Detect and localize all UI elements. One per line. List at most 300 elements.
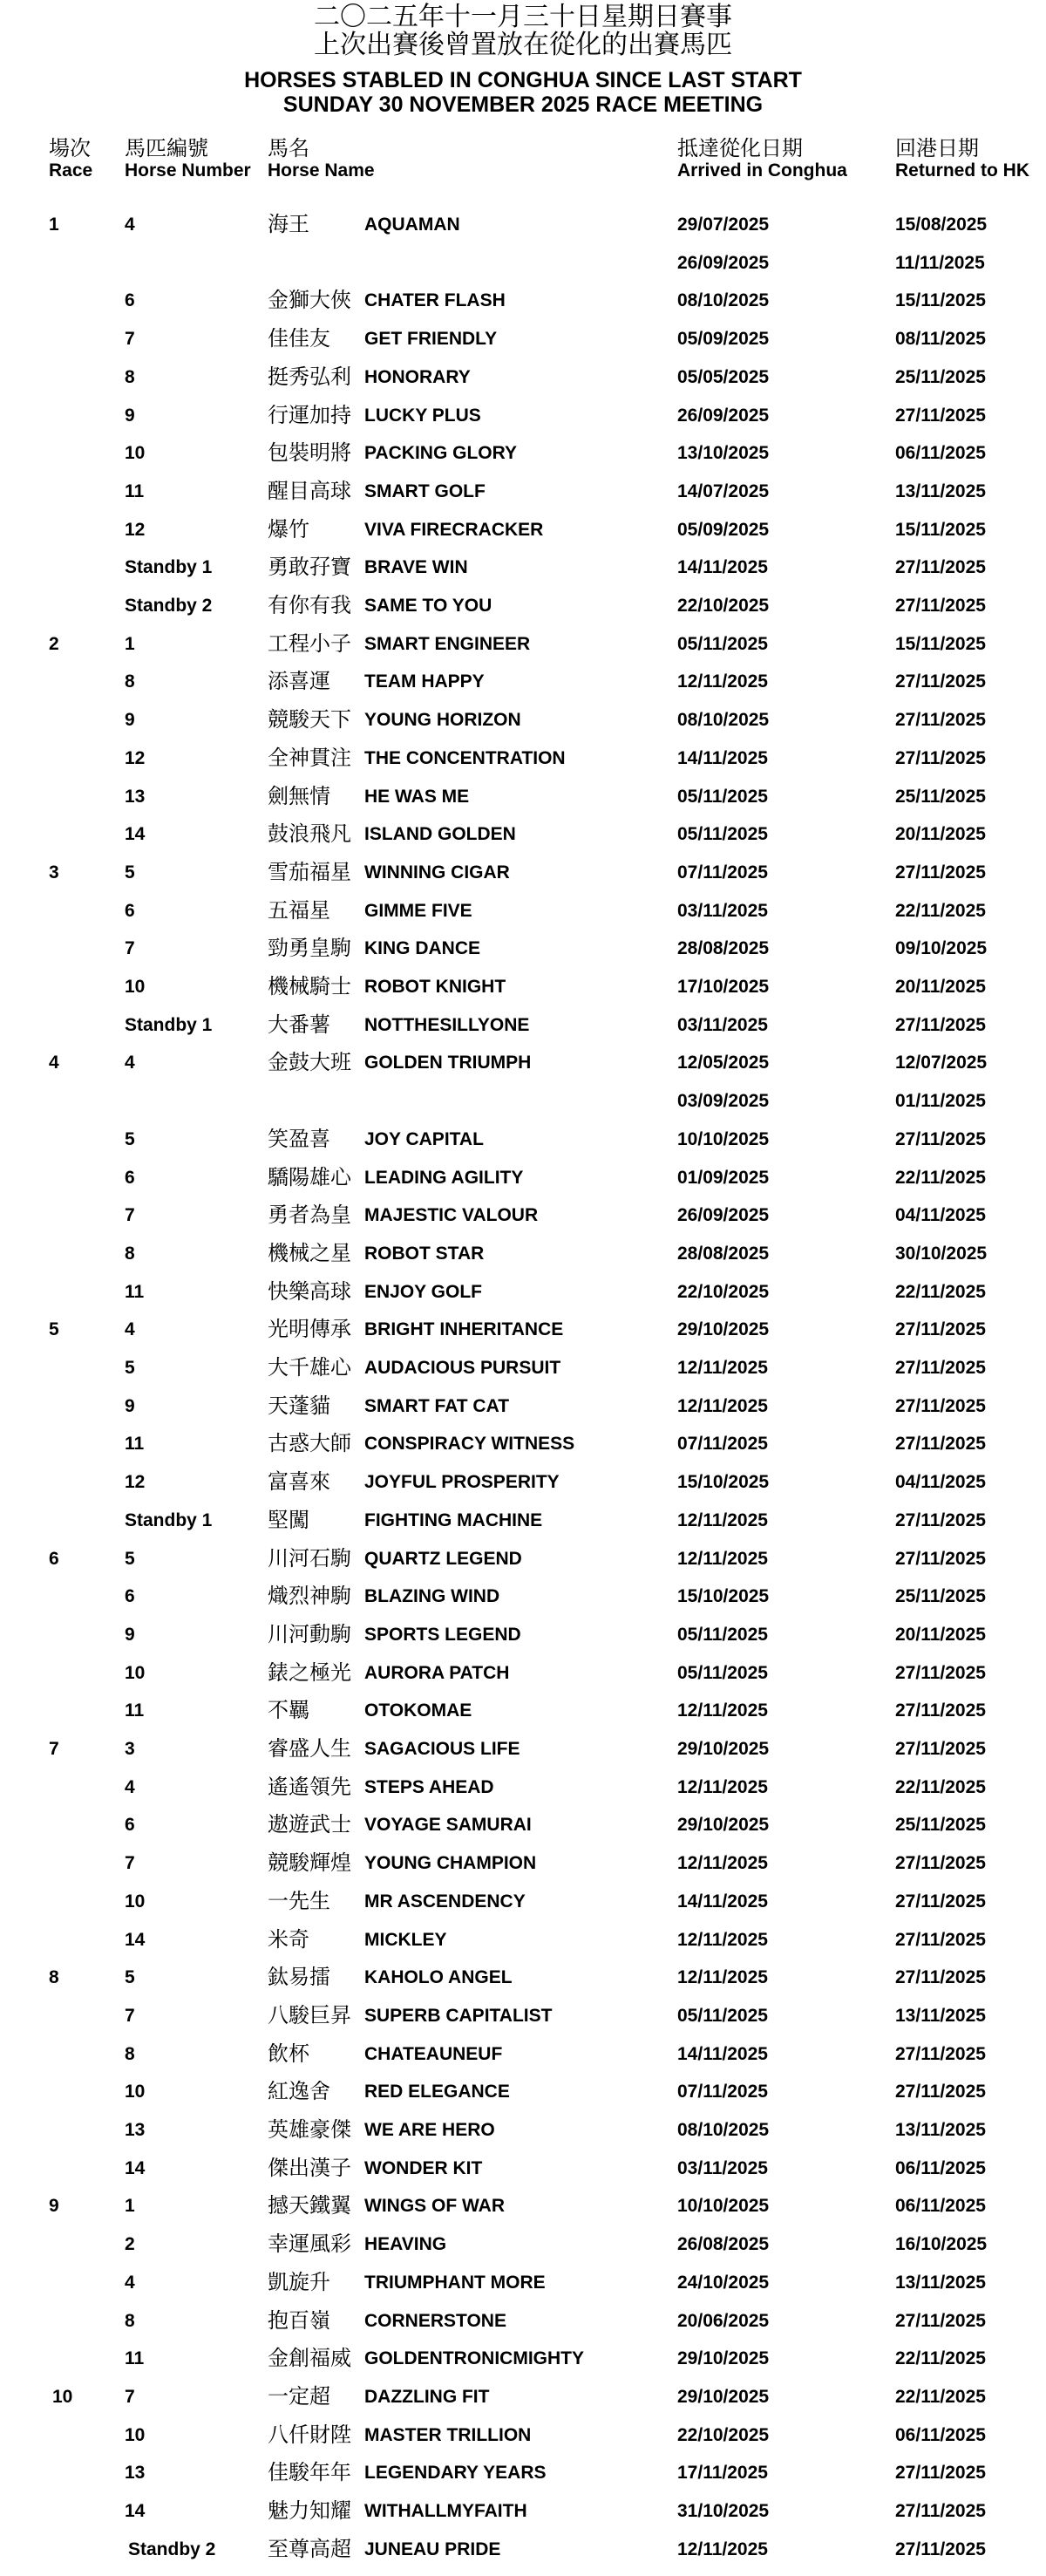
cell-horse-name-zh: 撼天鐵翼 [268, 2194, 351, 2218]
cell-arrived: 14/11/2025 [677, 1891, 768, 1912]
cell-horse-name-zh: 光明傳承 [268, 1318, 351, 1342]
cell-horse-number: 10 [125, 977, 146, 997]
cell-horse-number: 13 [125, 2120, 146, 2140]
cell-returned: 27/11/2025 [895, 671, 986, 692]
table-row [0, 289, 1046, 327]
cell-horse-name-en: MICKLEY [364, 1929, 447, 1950]
cell-returned: 06/11/2025 [895, 2157, 986, 2178]
table-row [0, 213, 1046, 251]
cell-horse-number: 5 [125, 1967, 135, 1988]
column-header-returned [895, 138, 1029, 181]
cell-arrived: 22/10/2025 [677, 1281, 770, 1302]
cell-horse-number: 12 [125, 747, 146, 768]
column-header-horse-name [268, 138, 375, 181]
cell-arrived: 26/09/2025 [677, 1205, 770, 1226]
table-row [0, 2423, 1046, 2462]
cell-returned: 13/11/2025 [895, 480, 986, 501]
table-row [0, 365, 1046, 404]
cell-horse-number: 1 [125, 633, 135, 654]
cell-arrived: 05/09/2025 [677, 519, 770, 540]
cell-returned: 20/11/2025 [895, 824, 986, 845]
cell-horse-name-zh: 包裝明將 [268, 441, 351, 466]
cell-returned: 27/11/2025 [895, 1853, 986, 1874]
cell-arrived: 13/10/2025 [677, 443, 770, 464]
cell-returned: 15/11/2025 [895, 290, 986, 311]
cell-horse-name-zh: 古惑大師 [268, 1432, 351, 1456]
cell-horse-name-en: WINNING CIGAR [364, 862, 510, 883]
cell-horse-name-en: CHATER FLASH [364, 290, 506, 311]
cell-returned: 27/11/2025 [895, 862, 986, 883]
cell-returned: 27/11/2025 [895, 1319, 986, 1340]
cell-horse-name-en: TEAM HAPPY [364, 671, 485, 692]
cell-horse-name-zh: 競駿輝煌 [268, 1851, 351, 1876]
cell-horse-name-zh: 幸運風彩 [268, 2232, 351, 2257]
cell-returned: 27/11/2025 [895, 2463, 986, 2484]
table-row [0, 2118, 1046, 2157]
table-row [0, 1890, 1046, 1928]
cell-horse-name-en: AUDACIOUS PURSUIT [364, 1358, 561, 1378]
table-row [0, 2385, 1046, 2423]
cell-horse-name-zh: 一先生 [268, 1889, 330, 1913]
cell-horse-name-zh: 遨遊武士 [268, 1813, 351, 1837]
cell-horse-name-en: MR ASCENDENCY [364, 1891, 526, 1912]
cell-returned: 27/11/2025 [895, 1548, 986, 1569]
table-row [0, 1470, 1046, 1509]
cell-returned: 09/10/2025 [895, 938, 988, 959]
cell-horse-number: 5 [125, 1548, 135, 1569]
cell-horse-name-zh: 大千雄心 [268, 1356, 351, 1380]
cell-horse-number: 10 [125, 1662, 146, 1683]
cell-returned: 27/11/2025 [895, 1014, 986, 1035]
column-header-race-en: Race [49, 160, 93, 181]
column-header-arrived-en: Arrived in Conghua [677, 160, 847, 181]
title-zh-date: 二〇二五年十一月三十日星期日賽事 [314, 3, 732, 31]
cell-returned: 20/11/2025 [895, 977, 986, 997]
cell-arrived: 12/11/2025 [677, 1548, 768, 1569]
cell-arrived: 14/07/2025 [677, 480, 770, 501]
cell-arrived: 07/11/2025 [677, 1434, 768, 1455]
cell-horse-name-zh: 醒目高球 [268, 479, 351, 503]
cell-horse-number: 8 [125, 2043, 135, 2064]
cell-horse-name-en: LEADING AGILITY [364, 1167, 524, 1188]
cell-arrived: 17/10/2025 [677, 977, 770, 997]
cell-horse-name-en: ROBOT KNIGHT [364, 977, 506, 997]
cell-horse-number: 11 [125, 1700, 145, 1721]
cell-horse-name-zh: 不羈 [268, 1699, 309, 1723]
cell-horse-name-zh: 英雄豪傑 [268, 2118, 351, 2142]
cell-arrived: 05/11/2025 [677, 1662, 768, 1683]
cell-horse-number: 1 [125, 2196, 135, 2217]
cell-arrived: 03/09/2025 [677, 1091, 770, 1112]
cell-horse-number: 8 [125, 2310, 135, 2331]
column-header-arrived [677, 138, 847, 181]
cell-horse-name-en: KAHOLO ANGEL [364, 1967, 513, 1988]
cell-horse-name-zh: 錶之極光 [268, 1660, 351, 1685]
cell-returned: 27/11/2025 [895, 405, 986, 426]
cell-returned: 27/11/2025 [895, 1700, 986, 1721]
cell-arrived: 26/09/2025 [677, 405, 770, 426]
table-row [0, 1813, 1046, 1851]
cell-arrived: 28/08/2025 [677, 1243, 770, 1264]
cell-horse-name-zh: 大番薯 [268, 1012, 330, 1037]
cell-horse-number: 7 [125, 1853, 135, 1874]
cell-horse-name-en: OTOKOMAE [364, 1700, 472, 1721]
cell-horse-number: 4 [125, 1776, 135, 1797]
table-row [0, 2157, 1046, 2195]
cell-returned: 22/11/2025 [895, 1281, 986, 1302]
cell-horse-name-en: DAZZLING FIT [364, 2386, 490, 2407]
table-row [0, 2004, 1046, 2042]
cell-race: 10 [52, 2386, 73, 2407]
cell-horse-name-en: GET FRIENDLY [364, 329, 498, 350]
table-row [0, 1318, 1046, 1356]
table-row [0, 1584, 1046, 1623]
cell-horse-number: 2 [125, 2234, 135, 2255]
cell-returned: 22/11/2025 [895, 2386, 986, 2407]
cell-horse-name-en: MAJESTIC VALOUR [364, 1205, 539, 1226]
table-row [0, 861, 1046, 899]
table-row [0, 899, 1046, 937]
cell-horse-number: 11 [125, 480, 145, 501]
cell-horse-number: 6 [125, 290, 135, 311]
cell-arrived: 03/11/2025 [677, 1014, 768, 1035]
cell-returned: 15/08/2025 [895, 215, 988, 235]
cell-horse-number: 11 [125, 1281, 145, 1302]
cell-returned: 06/11/2025 [895, 2424, 986, 2445]
cell-returned: 27/11/2025 [895, 1929, 986, 1950]
cell-arrived: 22/10/2025 [677, 2424, 770, 2445]
cell-horse-number: Standby 1 [125, 1509, 213, 1530]
cell-race: 2 [49, 633, 59, 654]
cell-returned: 27/11/2025 [895, 710, 986, 731]
cell-horse-name-zh: 爆竹 [268, 517, 309, 542]
cell-horse-name-en: TRIUMPHANT MORE [364, 2272, 546, 2293]
cell-horse-name-zh: 八駿巨昇 [268, 2003, 351, 2027]
table-row [0, 594, 1046, 632]
table-row [0, 2232, 1046, 2271]
title-en-subtitle: HORSES STABLED IN CONGHUA SINCE LAST START [244, 68, 802, 92]
cell-horse-number: 3 [125, 1739, 135, 1759]
cell-arrived: 10/10/2025 [677, 2196, 770, 2217]
cell-horse-number: 5 [125, 1358, 135, 1378]
cell-horse-name-zh: 全神貫注 [268, 746, 351, 770]
table-row [0, 1432, 1046, 1470]
cell-arrived: 29/07/2025 [677, 215, 770, 235]
cell-horse-name-zh: 行運加持 [268, 403, 351, 427]
cell-arrived: 29/10/2025 [677, 1815, 770, 1836]
cell-horse-number: Standby 1 [125, 1014, 213, 1035]
cell-arrived: 05/11/2025 [677, 786, 768, 807]
cell-horse-name-en: JUNEAU PRIDE [364, 2539, 501, 2559]
cell-horse-name-en: SAGACIOUS LIFE [364, 1739, 520, 1759]
cell-horse-number: 11 [125, 1434, 145, 1455]
cell-returned: 27/11/2025 [895, 1891, 986, 1912]
cell-horse-name-zh: 川河石駒 [268, 1546, 351, 1571]
cell-arrived: 29/10/2025 [677, 2348, 770, 2369]
cell-returned: 12/07/2025 [895, 1053, 988, 1073]
cell-horse-number: 11 [125, 2348, 145, 2369]
table-row [0, 2538, 1046, 2576]
cell-horse-number: 5 [125, 1128, 135, 1149]
cell-returned: 25/11/2025 [895, 1586, 986, 1607]
cell-returned: 01/11/2025 [895, 1091, 986, 1112]
cell-horse-name-en: HEAVING [364, 2234, 447, 2255]
cell-horse-name-zh: 勁勇皇駒 [268, 937, 351, 961]
cell-horse-name-en: VIVA FIRECRACKER [364, 519, 544, 540]
cell-arrived: 12/05/2025 [677, 1053, 770, 1073]
cell-horse-name-zh: 勇敢孖寶 [268, 555, 351, 580]
cell-returned: 22/11/2025 [895, 2348, 986, 2369]
table-row [0, 2461, 1046, 2499]
cell-horse-name-en: KING DANCE [364, 938, 481, 959]
column-header-race [49, 138, 92, 181]
cell-horse-number: 10 [125, 443, 146, 464]
cell-returned: 06/11/2025 [895, 443, 986, 464]
column-header-race-zh: 場次 [49, 137, 91, 160]
cell-horse-name-en: SMART GOLF [364, 480, 486, 501]
cell-horse-name-en: SPORTS LEGEND [364, 1624, 521, 1645]
cell-arrived: 10/10/2025 [677, 1128, 770, 1149]
cell-horse-name-zh: 笑盈喜 [268, 1127, 330, 1151]
cell-horse-name-zh: 米奇 [268, 1927, 309, 1952]
cell-horse-number: 9 [125, 1624, 135, 1645]
cell-horse-name-en: HONORARY [364, 366, 471, 387]
cell-arrived: 01/09/2025 [677, 1167, 770, 1188]
table-row [0, 2347, 1046, 2385]
cell-horse-name-en: QUARTZ LEGEND [364, 1548, 522, 1569]
cell-arrived: 12/11/2025 [677, 671, 768, 692]
cell-horse-name-zh: 劍無情 [268, 784, 330, 808]
table-row [0, 518, 1046, 556]
cell-horse-name-en: ENJOY GOLF [364, 1281, 482, 1302]
cell-race: 7 [49, 1739, 59, 1759]
cell-arrived: 14/11/2025 [677, 557, 768, 578]
cell-horse-name-zh: 挺秀弘利 [268, 365, 351, 389]
cell-returned: 25/11/2025 [895, 1815, 986, 1836]
cell-horse-number: 4 [125, 1319, 135, 1340]
cell-arrived: 20/06/2025 [677, 2310, 770, 2331]
cell-horse-name-zh: 睿盛人生 [268, 1737, 351, 1761]
cell-arrived: 05/09/2025 [677, 329, 770, 350]
cell-arrived: 12/11/2025 [677, 1929, 768, 1950]
cell-horse-number: 4 [125, 2272, 135, 2293]
table-row [0, 480, 1046, 518]
cell-arrived: 12/11/2025 [677, 1509, 768, 1530]
cell-horse-name-en: HE WAS ME [364, 786, 470, 807]
cell-horse-name-zh: 五福星 [268, 898, 330, 923]
cell-returned: 27/11/2025 [895, 596, 986, 616]
table-row [0, 785, 1046, 823]
cell-returned: 27/11/2025 [895, 2501, 986, 2521]
cell-horse-name-zh: 快樂高球 [268, 1279, 351, 1304]
column-header-horse-name-zh: 馬名 [268, 137, 309, 160]
cell-returned: 27/11/2025 [895, 2082, 986, 2102]
table-row [0, 2080, 1046, 2118]
cell-arrived: 05/11/2025 [677, 633, 768, 654]
cell-arrived: 12/11/2025 [677, 1358, 768, 1378]
cell-horse-name-en: JOY CAPITAL [364, 1128, 484, 1149]
cell-horse-name-zh: 金創福威 [268, 2347, 351, 2371]
cell-returned: 27/11/2025 [895, 747, 986, 768]
cell-arrived: 03/11/2025 [677, 2157, 768, 2178]
cell-horse-number: 4 [125, 1053, 135, 1073]
table-row [0, 1128, 1046, 1166]
cell-horse-name-en: FIGHTING MACHINE [364, 1509, 543, 1530]
cell-horse-name-zh: 抱百嶺 [268, 2308, 330, 2333]
cell-horse-name-en: LUCKY PLUS [364, 405, 481, 426]
cell-horse-name-zh: 添喜運 [268, 670, 330, 694]
cell-horse-name-zh: 機械之星 [268, 1241, 351, 1265]
cell-arrived: 05/11/2025 [677, 824, 768, 845]
cell-arrived: 15/10/2025 [677, 1586, 770, 1607]
cell-arrived: 22/10/2025 [677, 596, 770, 616]
cell-horse-name-en: CHATEAUNEUF [364, 2043, 503, 2064]
cell-horse-name-en: ROBOT STAR [364, 1243, 485, 1264]
cell-arrived: 14/11/2025 [677, 747, 768, 768]
cell-horse-number: 12 [125, 519, 146, 540]
cell-horse-number: 8 [125, 671, 135, 692]
cell-horse-name-zh: 佳佳友 [268, 327, 330, 351]
cell-arrived: 31/10/2025 [677, 2501, 770, 2521]
cell-horse-number: 6 [125, 1167, 135, 1188]
cell-horse-number: 7 [125, 938, 135, 959]
cell-horse-name-zh: 工程小子 [268, 631, 351, 656]
column-header-horse-number [125, 138, 251, 181]
cell-horse-number: 6 [125, 900, 135, 921]
cell-returned: 16/10/2025 [895, 2234, 988, 2255]
cell-returned: 22/11/2025 [895, 1776, 986, 1797]
cell-horse-name-en: SMART ENGINEER [364, 633, 531, 654]
cell-race: 8 [49, 1967, 59, 1988]
table-row [0, 555, 1046, 594]
cell-returned: 13/11/2025 [895, 2272, 986, 2293]
cell-horse-name-zh: 競駿天下 [268, 708, 351, 733]
table-row [0, 1966, 1046, 2004]
table-row [0, 327, 1046, 365]
cell-returned: 27/11/2025 [895, 1358, 986, 1378]
table-row [0, 251, 1046, 290]
cell-horse-number: Standby 1 [125, 557, 213, 578]
table-row [0, 1699, 1046, 1737]
cell-horse-name-en: MASTER TRILLION [364, 2424, 532, 2445]
cell-horse-name-zh: 川河動駒 [268, 1622, 351, 1646]
cell-returned: 08/11/2025 [895, 329, 986, 350]
cell-horse-number: 6 [125, 1815, 135, 1836]
cell-horse-number: 7 [125, 2005, 135, 2026]
table-row [0, 1013, 1046, 1052]
cell-arrived: 29/10/2025 [677, 1319, 770, 1340]
column-header-arrived-zh: 抵達從化日期 [677, 137, 803, 160]
cell-horse-name-zh: 一定超 [268, 2384, 330, 2409]
cell-horse-number: 5 [125, 862, 135, 883]
table-row [0, 1509, 1046, 1547]
cell-horse-number: 4 [125, 215, 135, 235]
cell-horse-number: 7 [125, 1205, 135, 1226]
cell-horse-name-zh: 遙遙領先 [268, 1775, 351, 1799]
cell-arrived: 08/10/2025 [677, 710, 770, 731]
cell-arrived: 05/11/2025 [677, 2005, 768, 2026]
table-row [0, 1851, 1046, 1890]
table-row [0, 822, 1046, 861]
cell-returned: 27/11/2025 [895, 1434, 986, 1455]
cell-horse-name-en: SAME TO YOU [364, 596, 492, 616]
cell-horse-number: 9 [125, 1395, 135, 1416]
cell-returned: 20/11/2025 [895, 1624, 986, 1645]
table-row [0, 708, 1046, 746]
cell-returned: 27/11/2025 [895, 1967, 986, 1988]
table-row [0, 1051, 1046, 1089]
cell-arrived: 24/10/2025 [677, 2272, 770, 2293]
cell-arrived: 14/11/2025 [677, 2043, 768, 2064]
cell-horse-name-en: STEPS AHEAD [364, 1776, 494, 1797]
cell-arrived: 17/11/2025 [677, 2463, 768, 2484]
cell-returned: 22/11/2025 [895, 1167, 986, 1188]
cell-arrived: 29/10/2025 [677, 1739, 770, 1759]
cell-horse-number: 14 [125, 2501, 146, 2521]
cell-returned: 15/11/2025 [895, 519, 986, 540]
cell-returned: 27/11/2025 [895, 2043, 986, 2064]
cell-horse-name-en: JOYFUL PROSPERITY [364, 1472, 560, 1493]
table-row [0, 1661, 1046, 1700]
cell-returned: 27/11/2025 [895, 1128, 986, 1149]
cell-horse-name-zh: 驕陽雄心 [268, 1165, 351, 1189]
cell-horse-name-zh: 凱旋升 [268, 2270, 330, 2294]
table-row [0, 670, 1046, 708]
cell-horse-name-en: AURORA PATCH [364, 1662, 510, 1683]
cell-horse-name-zh: 傑出漢子 [268, 2156, 351, 2180]
cell-arrived: 07/11/2025 [677, 2082, 768, 2102]
column-header-horse-number-zh: 馬匹編號 [125, 137, 208, 160]
cell-arrived: 12/11/2025 [677, 2539, 768, 2559]
cell-returned: 27/11/2025 [895, 1509, 986, 1530]
cell-race: 4 [49, 1053, 59, 1073]
cell-arrived: 15/10/2025 [677, 1472, 770, 1493]
cell-horse-name-en: THE CONCENTRATION [364, 747, 566, 768]
cell-horse-name-en: WONDER KIT [364, 2157, 483, 2178]
cell-horse-number: 8 [125, 366, 135, 387]
cell-horse-name-en: CONSPIRACY WITNESS [364, 1434, 575, 1455]
cell-horse-number: 6 [125, 1586, 135, 1607]
cell-horse-name-zh: 勇者為皇 [268, 1203, 351, 1228]
cell-horse-name-en: SMART FAT CAT [364, 1395, 510, 1416]
cell-horse-number: 14 [125, 824, 146, 845]
cell-horse-name-zh: 飲杯 [268, 2041, 309, 2066]
cell-returned: 11/11/2025 [895, 252, 985, 273]
table-row [0, 2194, 1046, 2232]
column-header-returned-en: Returned to HK [895, 160, 1029, 181]
cell-arrived: 29/10/2025 [677, 2386, 770, 2407]
cell-returned: 27/11/2025 [895, 2310, 986, 2331]
cell-returned: 13/11/2025 [895, 2120, 986, 2140]
cell-horse-name-en: BRIGHT INHERITANCE [364, 1319, 564, 1340]
table-row [0, 746, 1046, 785]
cell-horse-number: 7 [125, 329, 135, 350]
cell-horse-name-zh: 機械騎士 [268, 975, 351, 998]
cell-returned: 04/11/2025 [895, 1472, 986, 1493]
cell-arrived: 12/11/2025 [677, 1967, 768, 1988]
table-row [0, 937, 1046, 975]
table-row [0, 1928, 1046, 1966]
table-row [0, 2309, 1046, 2348]
table-row [0, 441, 1046, 480]
cell-horse-number: 10 [125, 1891, 146, 1912]
cell-race: 9 [49, 2196, 59, 2217]
cell-race: 5 [49, 1319, 59, 1340]
cell-returned: 13/11/2025 [895, 2005, 986, 2026]
cell-horse-number: 14 [125, 2157, 146, 2178]
cell-horse-name-en: WITHALLMYFAITH [364, 2501, 527, 2521]
cell-returned: 30/10/2025 [895, 1243, 988, 1264]
